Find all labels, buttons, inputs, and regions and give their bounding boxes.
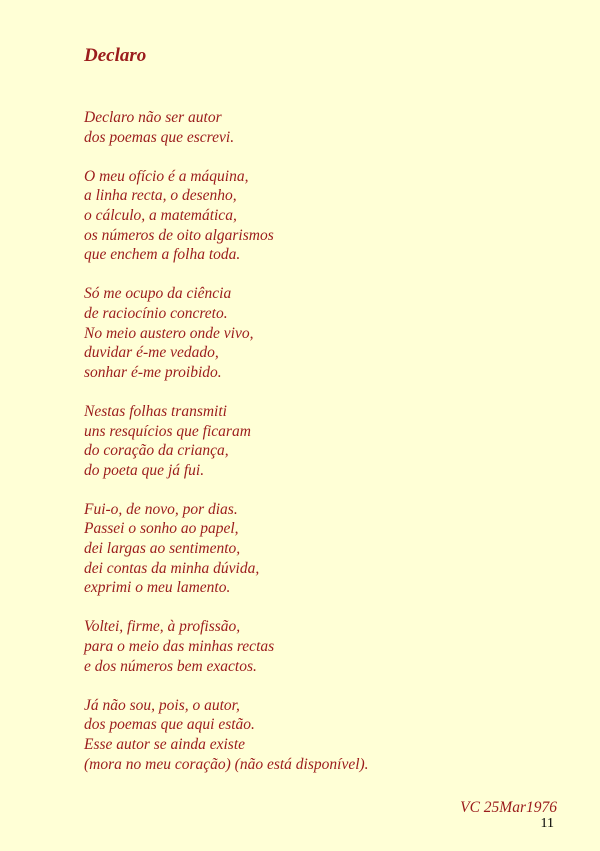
poem-line: do coração da criança, [84,442,229,460]
poem-line: Passei o sonho ao papel, [84,520,239,538]
poem-line: Nestas folhas transmiti [84,402,227,420]
poem-line: que enchem a folha toda. [84,246,241,264]
stanza-7 [84,696,524,774]
stanza-4 [84,402,524,480]
poem-line: de raciocínio concreto. [84,304,228,322]
poem-line: Esse autor se ainda existe [84,736,246,753]
poem-line: os números de oito algarismos [84,226,274,244]
stanza-3 [84,284,524,382]
poem-line: para o meio das minhas rectas [84,638,275,656]
poem-line: do poeta que já fui. [84,461,205,479]
poem-line: Já não sou, pois, o autor, [84,696,240,714]
poem-line: dos poemas que aqui estão. [84,716,255,734]
page-number: 11 [540,816,554,831]
signature: VC 25Mar1976 [460,799,557,816]
poem-line: dos poemas que escrevi. [84,128,235,146]
poem-line: Só me ocupo da ciência [84,285,232,303]
poem-body [84,108,524,794]
poem-line: dei largas ao sentimento, [84,540,241,558]
poem-line: Declaro não ser autor [84,109,222,126]
poem-title: Declaro [84,45,147,66]
poem-line: Voltei, firme, à profissão, [84,618,241,636]
poem-line: No meio austero onde vivo, [84,324,254,342]
stanza-6 [84,617,524,676]
stanza-1 [84,108,524,147]
poem-line: Fui-o, de novo, por dias. [84,500,238,518]
poem-line: dei contas da minha dúvida, [84,559,260,577]
stanza-2 [84,167,524,265]
poem-line: sonhar é-me proibido. [84,363,222,381]
poem-line: O meu ofício é a máquina, [84,167,249,185]
poem-line: duvidar é-me vedado, [84,344,219,362]
poem-line: e dos números bem exactos. [84,657,257,675]
poem-line: exprimi o meu lamento. [84,579,231,597]
poem-line: a linha recta, o desenho, [84,187,237,205]
poem-line: o cálculo, a matemática, [84,206,237,224]
poem-line: (mora no meu coração) (não está disponível). [84,755,369,773]
poem-line: uns resquícios que ficaram [84,422,251,440]
stanza-5 [84,500,524,598]
